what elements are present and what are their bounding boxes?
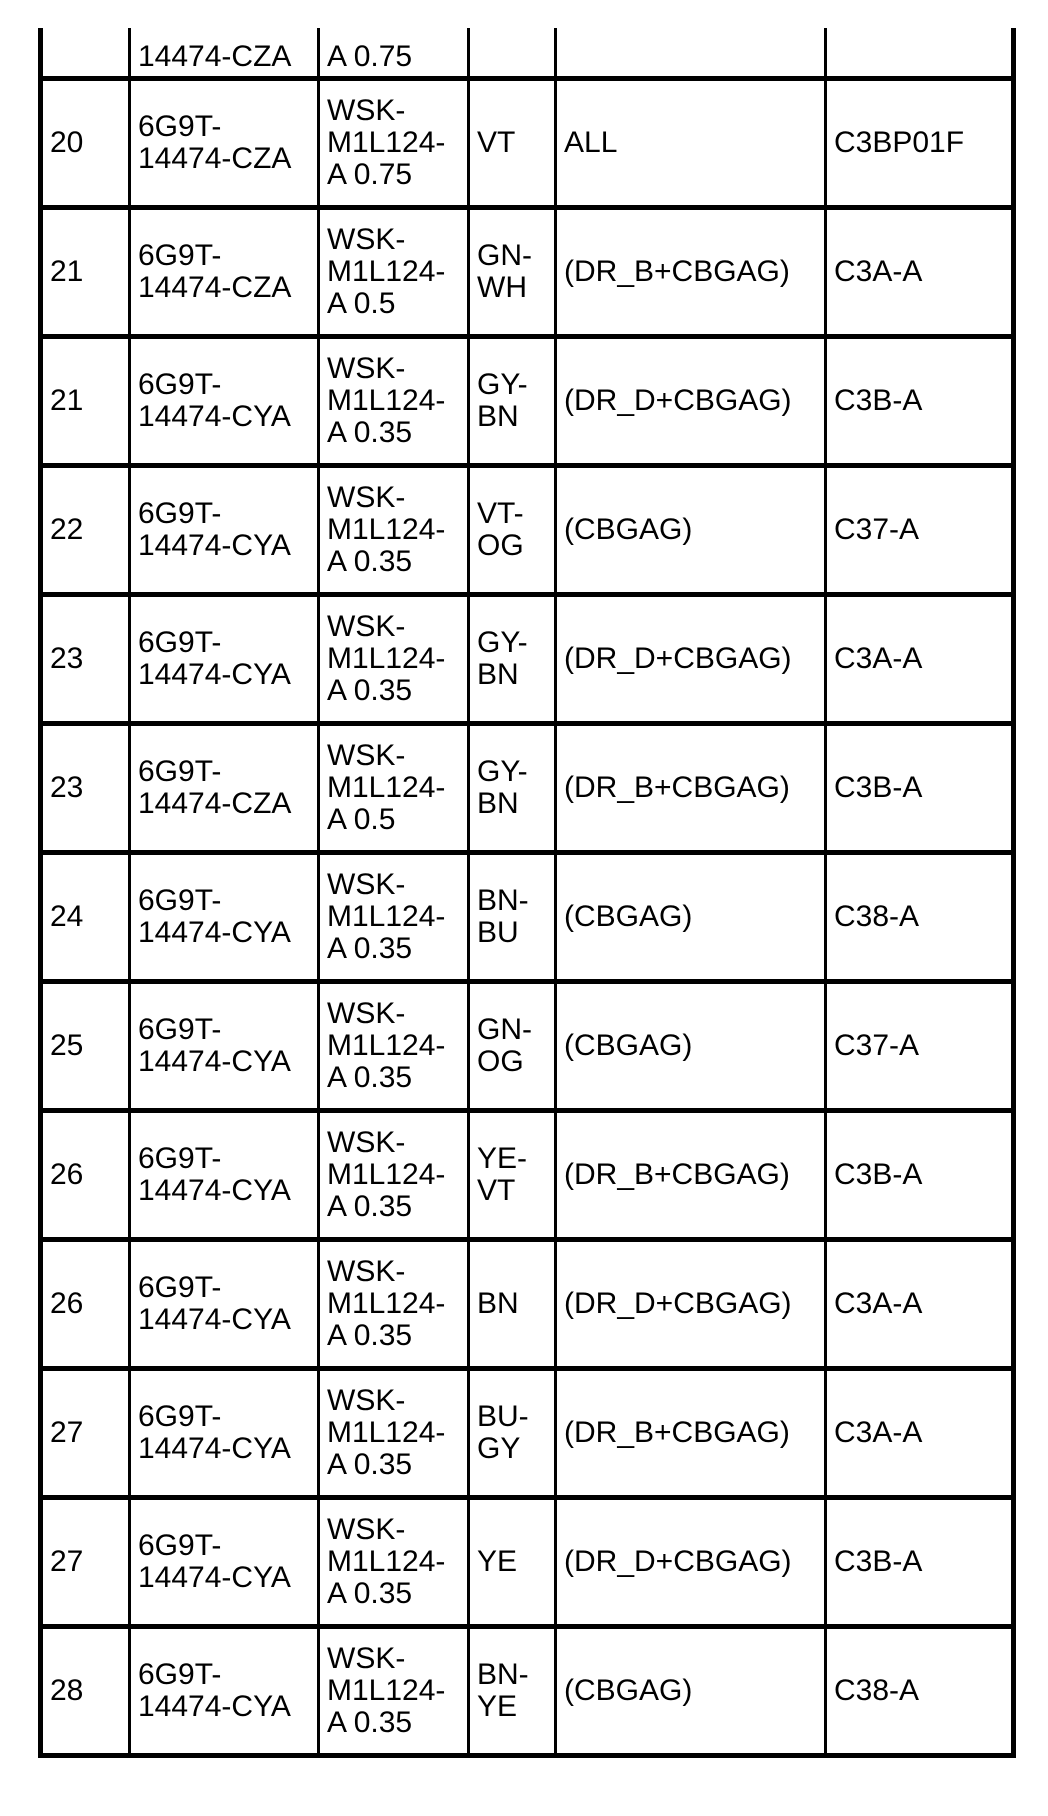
wire-color-cell — [469, 28, 556, 79]
connector-cell: C37-A — [826, 982, 1014, 1111]
wire-size-cell: WSK- M1L124- A 0.5 — [319, 724, 469, 853]
option-cell: (DR_D+CBGAG) — [556, 1498, 826, 1627]
pin-cell: 23 — [41, 595, 130, 724]
wire-size-cell: WSK- M1L124- A 0.35 — [319, 337, 469, 466]
wiring-table — [38, 28, 1016, 1758]
option-cell: (CBGAG) — [556, 1627, 826, 1756]
wire-color-cell: BU- GY — [469, 1369, 556, 1498]
connector-cell: C3BP01F — [826, 79, 1014, 208]
pin-cell: 26 — [41, 1111, 130, 1240]
connector-cell: C38-A — [826, 853, 1014, 982]
wire-size-cell: WSK- M1L124- A 0.35 — [319, 1498, 469, 1627]
table-row — [41, 595, 1014, 724]
option-cell: (CBGAG) — [556, 466, 826, 595]
pin-cell: 22 — [41, 466, 130, 595]
wire-size-cell: WSK- M1L124- A 0.35 — [319, 1240, 469, 1369]
part-number-cell: 6G9T- 14474-CYA — [130, 1627, 319, 1756]
wire-color-cell: YE — [469, 1498, 556, 1627]
option-cell: (CBGAG) — [556, 853, 826, 982]
wire-size-cell: WSK- M1L124- A 0.35 — [319, 595, 469, 724]
pin-cell: 21 — [41, 337, 130, 466]
table-row — [41, 1627, 1014, 1756]
table-row — [41, 1498, 1014, 1627]
connector-cell: C3B-A — [826, 337, 1014, 466]
pin-cell: 28 — [41, 1627, 130, 1756]
option-cell: (DR_D+CBGAG) — [556, 1240, 826, 1369]
part-number-cell: 6G9T- 14474-CYA — [130, 1498, 319, 1627]
part-number-cell: 6G9T- 14474-CYA — [130, 1369, 319, 1498]
wire-color-cell: BN- YE — [469, 1627, 556, 1756]
table-row — [41, 466, 1014, 595]
option-cell: (DR_B+CBGAG) — [556, 1369, 826, 1498]
part-number-cell: 6G9T- 14474-CZA — [130, 208, 319, 337]
wire-size-cell: WSK- M1L124- A 0.5 — [319, 208, 469, 337]
wire-color-cell: GY- BN — [469, 337, 556, 466]
pin-cell: 21 — [41, 208, 130, 337]
option-cell: ALL — [556, 79, 826, 208]
wire-color-cell: BN- BU — [469, 853, 556, 982]
table-row — [41, 1369, 1014, 1498]
pin-cell: 23 — [41, 724, 130, 853]
pin-cell: 27 — [41, 1498, 130, 1627]
connector-cell: C3A-A — [826, 208, 1014, 337]
connector-cell: C3A-A — [826, 1369, 1014, 1498]
wire-color-cell: GN- WH — [469, 208, 556, 337]
pin-cell: 24 — [41, 853, 130, 982]
wire-size-cell: WSK- M1L124- A 0.35 — [319, 1111, 469, 1240]
part-number-cell: 6G9T- 14474-CYA — [130, 595, 319, 724]
wire-color-cell: VT- OG — [469, 466, 556, 595]
connector-cell: C38-A — [826, 1627, 1014, 1756]
wire-color-cell: BN — [469, 1240, 556, 1369]
table-row — [41, 724, 1014, 853]
table-row — [41, 1240, 1014, 1369]
connector-cell: C3B-A — [826, 1498, 1014, 1627]
part-number-cell: 6G9T- 14474-CZA — [130, 79, 319, 208]
part-number-cell: 6G9T- 14474-CYA — [130, 853, 319, 982]
option-cell: (CBGAG) — [556, 982, 826, 1111]
wire-color-cell: YE- VT — [469, 1111, 556, 1240]
option-cell: (DR_D+CBGAG) — [556, 595, 826, 724]
connector-cell: C3B-A — [826, 1111, 1014, 1240]
wire-color-cell: VT — [469, 79, 556, 208]
wire-color-cell: GY- BN — [469, 595, 556, 724]
option-cell: (DR_B+CBGAG) — [556, 208, 826, 337]
table-row — [41, 337, 1014, 466]
table-row — [41, 208, 1014, 337]
wire-size-cell: WSK- M1L124- A 0.35 — [319, 1369, 469, 1498]
wire-color-cell: GY- BN — [469, 724, 556, 853]
part-number-cell: 6G9T- 14474-CYA — [130, 466, 319, 595]
pin-cell: 25 — [41, 982, 130, 1111]
part-number-cell: 6G9T- 14474-CZA — [130, 724, 319, 853]
table-row — [41, 79, 1014, 208]
pin-cell: 26 — [41, 1240, 130, 1369]
wire-size-cell: A 0.75 — [319, 28, 469, 79]
pin-cell: 27 — [41, 1369, 130, 1498]
pin-cell — [41, 28, 130, 79]
part-number-cell: 14474-CZA — [130, 28, 319, 79]
part-number-cell: 6G9T- 14474-CYA — [130, 982, 319, 1111]
table-row — [41, 853, 1014, 982]
part-number-cell: 6G9T- 14474-CYA — [130, 1111, 319, 1240]
table-row — [41, 982, 1014, 1111]
option-cell: (DR_B+CBGAG) — [556, 1111, 826, 1240]
wire-size-cell: WSK- M1L124- A 0.75 — [319, 79, 469, 208]
wire-color-cell: GN- OG — [469, 982, 556, 1111]
part-number-cell: 6G9T- 14474-CYA — [130, 337, 319, 466]
option-cell — [556, 28, 826, 79]
connector-cell: C3A-A — [826, 595, 1014, 724]
connector-cell: C3B-A — [826, 724, 1014, 853]
table-row — [41, 1111, 1014, 1240]
table-row-partial — [41, 28, 1014, 79]
wire-size-cell: WSK- M1L124- A 0.35 — [319, 853, 469, 982]
wire-size-cell: WSK- M1L124- A 0.35 — [319, 982, 469, 1111]
connector-cell: C37-A — [826, 466, 1014, 595]
wire-size-cell: WSK- M1L124- A 0.35 — [319, 1627, 469, 1756]
connector-cell: C3A-A — [826, 1240, 1014, 1369]
pin-cell: 20 — [41, 79, 130, 208]
option-cell: (DR_D+CBGAG) — [556, 337, 826, 466]
wire-size-cell: WSK- M1L124- A 0.35 — [319, 466, 469, 595]
part-number-cell: 6G9T- 14474-CYA — [130, 1240, 319, 1369]
option-cell: (DR_B+CBGAG) — [556, 724, 826, 853]
table-body — [41, 28, 1014, 1756]
connector-cell — [826, 28, 1014, 79]
